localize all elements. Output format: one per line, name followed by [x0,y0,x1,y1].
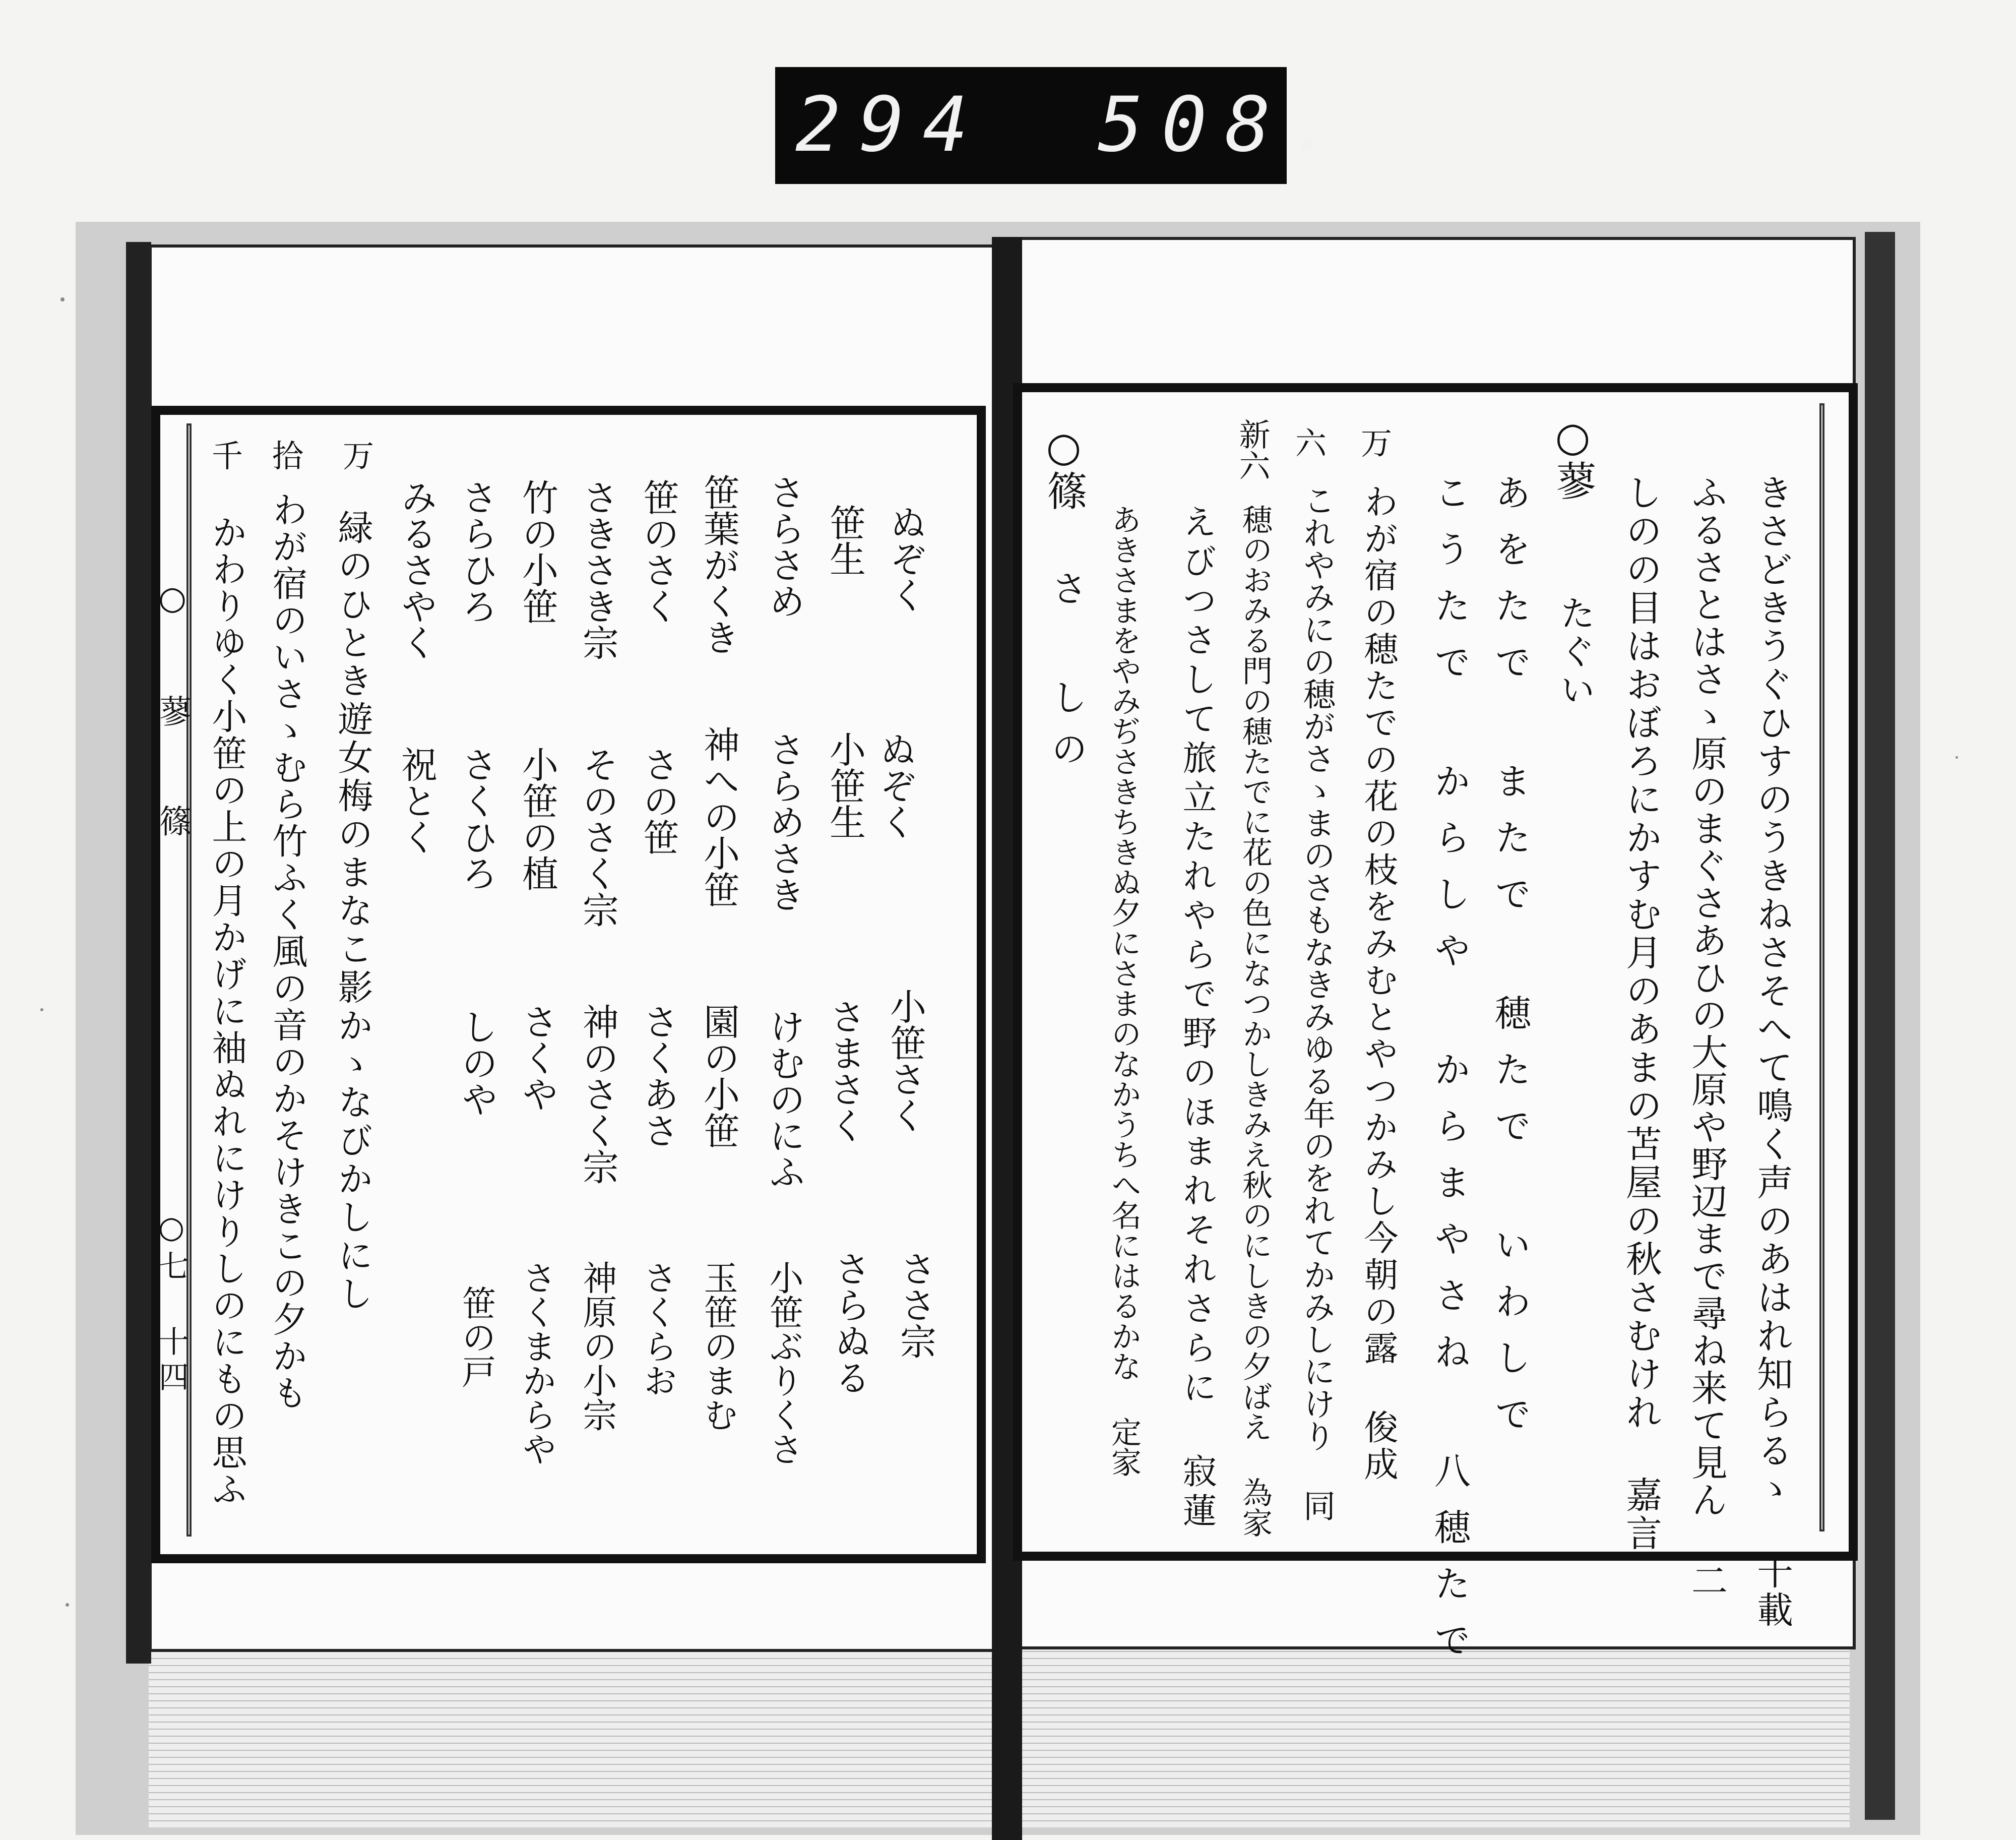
left-poem-line-3: かわりゆく小笹の上の月かげに袖ぬれにけりしのにもの思ふ [206,514,247,1508]
left-col-9-b: 祝とく [395,746,437,855]
left-col-5-d: さくらお [638,1260,677,1397]
left-col-4-a: 笹葉がくき [698,474,740,655]
right-long-line-3: しのの目はおぼろにかすむ月のあまの苫屋の秋さむけれ 嘉言 [1620,474,1662,1553]
left-col-8-d: 笹の戸 [456,1285,496,1388]
right-poem-line-4: えびつさして旅立たれやらで野のほまれそれさらに 寂蓮 [1177,504,1217,1532]
left-col-4-d: 玉笹のまむ [698,1260,738,1432]
left-poem-line-1: 緑のひとき遊女梅のまなこ影かゝなびかしにし [332,509,373,1314]
left-header-3: 千 [212,438,243,474]
right-section-2-text: さ しの [1045,570,1088,781]
right-header-3: 新六 [1234,418,1271,481]
left-col-6-b: そのさく宗 [577,746,619,928]
left-col-3-a: さらさめ [763,474,805,619]
left-side-title: ○ 蓼 篠 [154,580,191,857]
left-col-8-a: さらひろ [456,479,498,624]
right-long-line-2: ふるさとはさゝ原のまぐさあひの大原や野辺まで尋ね来て見ん 二 [1685,474,1728,1599]
page-stack-left [149,1646,995,1827]
left-col-2-b: 小笹生 [824,731,866,840]
left-col-6-a: さきさき宗 [577,479,619,660]
left-col-7-c: さくや [516,1003,558,1112]
left-col-3-c: けむのにふ [763,1008,805,1190]
right-book-edge [1865,232,1895,1820]
right-poem-line-5: あきさまをやみぢさきちきぬ夕にさまのなかうちへ名にはるかな 定家 [1106,504,1142,1477]
left-col-7-d: さくまからや [517,1260,556,1466]
scan-speck [1956,756,1958,759]
left-header-2: 拾 [272,438,304,474]
scan-speck [60,297,65,301]
right-word-row-2: こうたで からしや からまやさね 八穂たで [1428,474,1471,1678]
left-col-7-a: 竹の小笹 [516,479,558,624]
right-section-mark-2: ○篠 [1040,423,1087,511]
counter-right-number: 508. [1098,81,1353,169]
left-col-9-a: みるさやく [395,479,437,660]
right-poem-line-2: これやみにの穂がさゝまのさもなきみゆる年のをれてかみしにけり 同 [1298,484,1335,1521]
left-col-2-c: さまさく [824,998,866,1143]
left-col-3-d: 小笹ぶりくさ [764,1260,803,1466]
left-col-3-b: さらめさき [763,731,805,912]
left-col-7-b: 小笹の植 [516,746,558,891]
scan-speck [40,1008,43,1011]
right-header-2: 六 [1295,425,1327,462]
left-col-8-b: さくひろ [456,746,498,891]
right-header-1: 万 [1361,425,1393,462]
left-col-6-c: 神のさく宗 [577,1003,619,1185]
right-poem-line-1: わが宿の穂たでの花の枝をみむとやつかみし今朝の露 俊成 [1358,484,1398,1483]
left-col-1-b: ぬぞく [874,731,916,840]
left-col-8-c: しのや [456,1008,498,1117]
right-section-mark-1: ○蓼 [1549,413,1596,501]
left-col-5-c: さくあさ [637,1003,679,1148]
right-long-line-1: きさどきうぐひすのうきねさそへて鳴く声のあはれ知らるゝ 千載 [1751,474,1793,1629]
counter-left-number: 294 [795,81,986,169]
left-col-1-c: 小笹さく [884,988,926,1133]
left-book-edge [126,242,151,1664]
left-poem-line-2: わが宿のいさゝむら竹ふく風の音のかそけきこの夕かも [267,492,308,1412]
left-header-1: 万 [343,438,374,474]
left-col-2-d: さらぬる [829,1250,871,1395]
left-col-4-c: 園の小笹 [698,1003,740,1148]
frame-counter [775,67,1353,184]
right-section-1-text: たぐい [1554,595,1596,710]
left-col-5-a: 笹のさく [637,479,679,624]
left-col-1-d: ささ宗 [894,1250,936,1359]
left-col-5-b: さの笹 [637,746,679,855]
left-col-1-a: ぬぞく [884,504,926,613]
left-col-6-d: 神原の小宗 [577,1260,617,1432]
left-col-2-a: 笹生 [824,504,866,577]
left-col-4-b: 神への小笹 [698,726,740,907]
right-word-row-1: あをたで またで 穂たで いわしで [1489,474,1531,1452]
right-poem-line-3: 穂のおみる門の穂たでに花の色になつかしきみえ秋のにしきの夕ばえ 為家 [1237,504,1273,1538]
right-inner-rule [1819,403,1824,1531]
scan-speck [66,1603,69,1607]
left-folio: ○七 十四 [154,1210,189,1396]
